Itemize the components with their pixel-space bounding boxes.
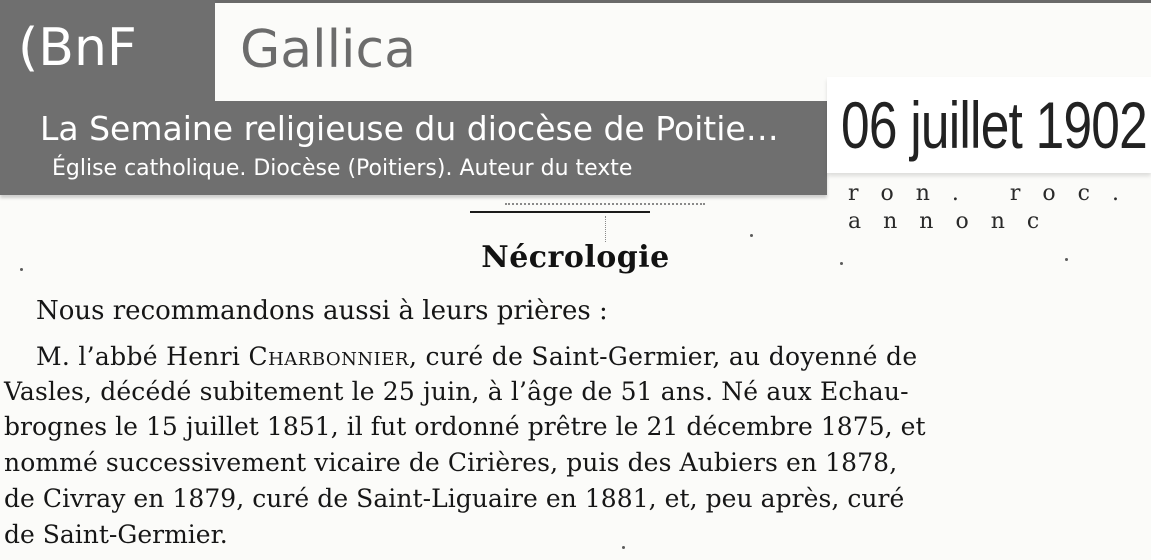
cut-header-text: ron. roc. annonc xyxy=(848,181,1141,234)
paper-speck xyxy=(1065,258,1068,261)
separator-dots xyxy=(505,203,705,206)
article-line-7: de Saint-Germier. xyxy=(4,520,228,549)
paper-speck xyxy=(622,546,625,549)
separator-rule xyxy=(470,211,650,213)
separator-tick xyxy=(605,216,607,242)
paper-speck xyxy=(840,262,843,265)
issue-date-box xyxy=(827,77,1151,173)
article-heading: Nécrologie xyxy=(481,240,670,275)
deceased-name: Charbonnier xyxy=(248,342,409,371)
gallica-logo[interactable]: Gallica xyxy=(240,20,416,80)
article-line-6: de Civray en 1879, curé de Saint-Liguaire en 1881, et, peu après, curé xyxy=(4,484,905,513)
article-line-3: Vasles, décédé subitement le 25 juin, à l’âge de 51 ans. Né aux Echau- xyxy=(4,377,909,406)
issue-date: 06 juillet 1902 xyxy=(841,88,1148,162)
article-line-1: Nous recommandons aussi à leurs prières : xyxy=(36,296,608,326)
document-title[interactable]: La Semaine religieuse du diocèse de Poitie… xyxy=(40,109,779,148)
line-2-suffix: , curé de Saint-Germier, au doyenné de xyxy=(408,342,918,371)
bnf-logo[interactable] xyxy=(0,0,215,102)
bnf-logo-text: (BnF xyxy=(18,18,137,78)
article-line-5: nommé successivement vicaire de Cirières, puis des Aubiers en 1878, xyxy=(4,448,898,477)
paper-speck xyxy=(20,268,23,271)
line-2-prefix: M. l’abbé Henri xyxy=(36,342,249,371)
document-title-band xyxy=(0,101,827,195)
article-line-2 xyxy=(36,342,917,371)
article-line-4: brognes le 15 juillet 1851, il fut ordonné prêtre le 21 décembre 1875, et xyxy=(4,412,926,441)
paper-speck xyxy=(750,234,753,237)
document-author: Église catholique. Diocèse (Poitiers). Auteur du texte xyxy=(52,156,633,181)
